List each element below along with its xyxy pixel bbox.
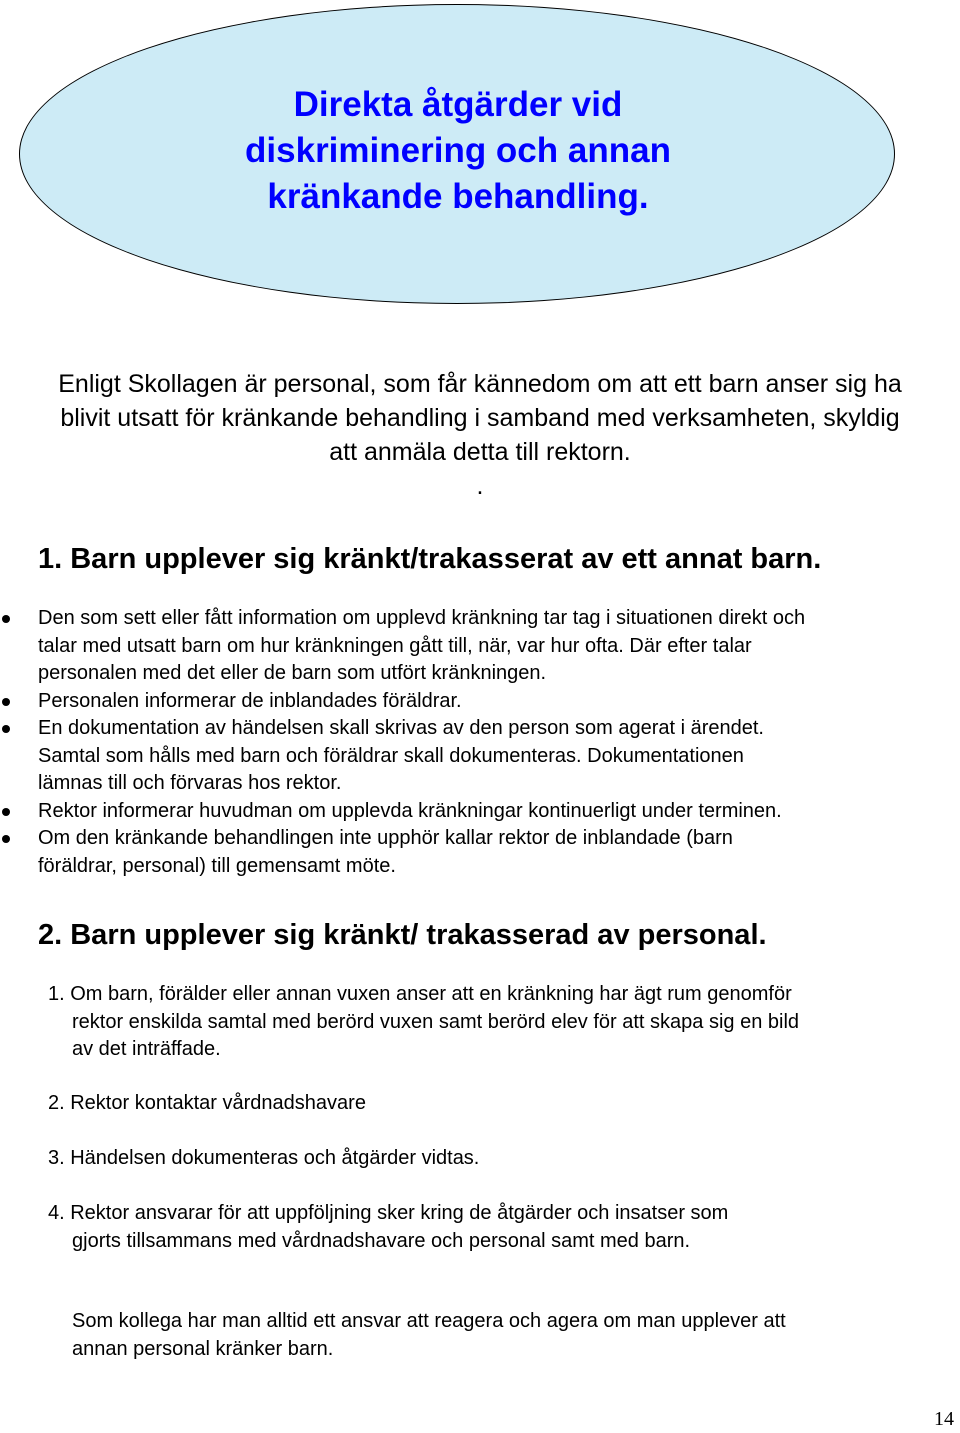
numbered-item-1 xyxy=(48,981,799,1064)
intro-line: Enligt Skollagen är personal, som får kännedom om att ett barn anser sig ha xyxy=(58,370,902,398)
list-item xyxy=(0,688,960,716)
list-item-line: 4. Rektor ansvarar för att uppföljning sker kring de åtgärder och insatser som xyxy=(48,1202,729,1224)
list-item-line: föräldrar, personal) till gemensamt möte. xyxy=(38,854,396,877)
list-item-line: 2. Rektor kontaktar vårdnadshavare xyxy=(48,1092,366,1114)
section1-heading: 1. Barn upplever sig kränkt/trakasserat av ett annat barn. xyxy=(38,543,822,575)
intro-line: att anmäla detta till rektorn. xyxy=(329,438,631,466)
bullet-icon xyxy=(2,615,10,623)
title-line: diskriminering och annan xyxy=(245,131,671,170)
intro-paragraph xyxy=(0,367,960,503)
numbered-item-2 xyxy=(48,1090,366,1118)
list-item xyxy=(0,798,960,826)
list-item-line: Personalen informerar de inblandades föräldrar. xyxy=(38,689,462,712)
list-item-line: rektor enskilda samtal med berörd vuxen samt berörd elev för att skapa sig en bild xyxy=(72,1010,800,1033)
bullet-icon xyxy=(2,808,10,816)
list-item-line: Om den kränkande behandlingen inte upphör kallar rektor de inblandade (barn xyxy=(38,827,733,849)
list-item-line: Den som sett eller fått information om upplevd kränkning tar tag i situationen direkt och xyxy=(38,607,806,629)
numbered-item-3 xyxy=(48,1145,479,1173)
list-item-line: personalen med det eller de barn som utfört kränkningen. xyxy=(38,662,547,684)
list-item-line: av det inträffade. xyxy=(72,1038,221,1060)
list-item xyxy=(0,605,960,688)
intro-line: . xyxy=(476,472,484,500)
list-item-line: 3. Händelsen dokumenteras och åtgärder vidtas. xyxy=(48,1147,480,1169)
bullet-icon xyxy=(2,698,10,706)
page-number: 14 xyxy=(934,1408,954,1430)
list-item xyxy=(0,715,960,798)
list-item-line: lämnas till och förvaras hos rektor. xyxy=(38,772,342,794)
intro-line: blivit utsatt för kränkande behandling i samband med verksamheten, skyldig xyxy=(60,404,900,432)
note-line: annan personal kränker barn. xyxy=(72,1337,334,1360)
list-item xyxy=(0,825,960,880)
bullet-icon xyxy=(2,835,10,843)
section2-heading: 2. Barn upplever sig kränkt/ trakasserad av personal. xyxy=(38,919,767,951)
title-line: Direkta åtgärder vid xyxy=(293,85,623,124)
page-title xyxy=(140,82,776,220)
numbered-item-4 xyxy=(48,1200,728,1255)
list-item-line: gjorts tillsammans med vårdnadshavare och personal samt med barn. xyxy=(72,1229,691,1252)
list-item-line: En dokumentation av händelsen skall skrivas av den person som agerat i ärendet. xyxy=(38,717,764,739)
section1-bullet-list xyxy=(0,605,960,880)
list-item-line: talar med utsatt barn om hur kränkningen gått till, när, var hur ofta. Där efter talar xyxy=(38,634,752,657)
title-line: kränkande behandling. xyxy=(267,177,649,216)
list-item-line: Samtal som hålls med barn och föräldrar skall dokumenteras. Dokumentationen xyxy=(38,744,744,767)
closing-note xyxy=(72,1308,786,1363)
list-item-line: 1. Om barn, förälder eller annan vuxen anser att en kränkning har ägt rum genomför xyxy=(48,983,792,1005)
bullet-icon xyxy=(2,725,10,733)
list-item-line: Rektor informerar huvudman om upplevda kränkningar kontinuerligt under terminen. xyxy=(38,799,782,822)
note-line: Som kollega har man alltid ett ansvar att reagera och agera om man upplever att xyxy=(72,1310,786,1332)
